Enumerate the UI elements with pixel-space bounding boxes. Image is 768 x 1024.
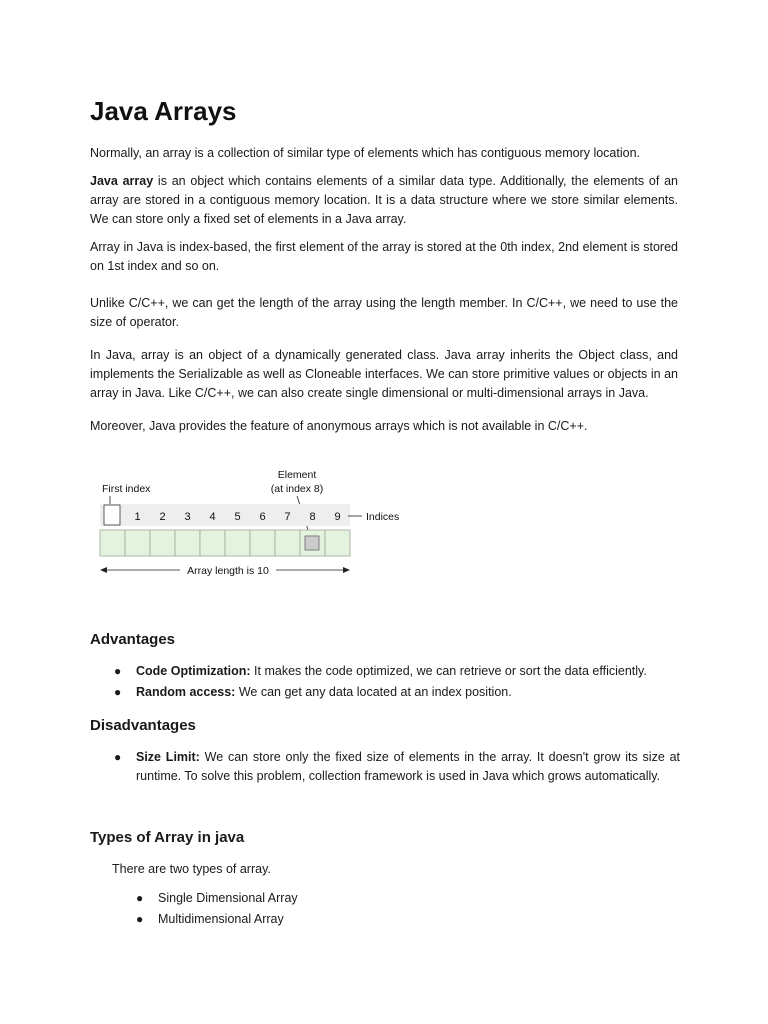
array-cell-1 <box>125 530 150 556</box>
array-cells <box>100 530 350 556</box>
index-based-paragraph: Array in Java is index-based, the first element of the array is stored at the 0th index, 2nd element is stored on 1st index and so on. <box>90 240 678 273</box>
page-title: Java Arrays <box>90 96 237 126</box>
bullet-icon: ● <box>114 664 122 678</box>
index-label-8: 8 <box>309 511 316 523</box>
index-label-2: 2 <box>159 511 166 523</box>
advantage-term: Random access: <box>136 685 236 699</box>
array-cell-3 <box>175 530 200 556</box>
list-item <box>110 662 680 681</box>
highlighted-element <box>305 536 319 550</box>
list-item <box>110 748 680 786</box>
dynamic-class-paragraph: In Java, array is an object of a dynamically generated class. Java array inherits the Object class, and implements the Serializable as well as Cloneable interfaces. We can store primitive values or objects in an array in Java. Like C/C++, we can also create single dimensional or multi-dimensional arrays in Java. <box>90 348 678 400</box>
type-item-text: Multidimensional Array <box>158 912 284 926</box>
bullet-icon: ● <box>114 685 122 699</box>
array-cell-7 <box>275 530 300 556</box>
indices-label: Indices <box>366 511 400 523</box>
first-index-box <box>104 505 120 525</box>
bullet-icon: ● <box>114 750 122 764</box>
advantages-heading: Advantages <box>90 631 176 648</box>
array-length-label: Array length is 10 <box>187 565 269 577</box>
advantage-text: It makes the code optimized, we can retrieve or sort the data efficiently. <box>250 664 647 678</box>
array-cell-9 <box>325 530 350 556</box>
advantage-text: We can get any data located at an index position. <box>235 685 512 699</box>
list-item <box>132 910 702 929</box>
list-item <box>110 683 680 702</box>
index-label-9: 9 <box>334 511 341 523</box>
advantage-term: Code Optimization: <box>136 664 251 678</box>
disadvantage-text: We can store only the fixed size of elements in the array. It doesn't grow its size at runtime. To solve this problem, collection framework is used in Java which grows automatically. <box>136 750 680 783</box>
element-label-line2: (at index 8) <box>270 483 324 495</box>
length-arrow-right-head <box>343 567 350 573</box>
array-diagram-svg <box>94 462 414 586</box>
intro-paragraph: Normally, an array is a collection of similar type of elements which has contiguous memory location. <box>90 146 640 160</box>
bullet-icon: ● <box>136 891 144 905</box>
index-label-1: 1 <box>134 511 141 523</box>
anonymous-arrays-paragraph: Moreover, Java provides the feature of anonymous arrays which is not available in C/C++. <box>90 419 588 433</box>
element-label-line1: Element <box>277 469 317 481</box>
java-array-definition-text: is an object which contains elements of a similar data type. Additionally, the elements of an array are stored in a contiguous memory location. It is a data structure where we store similar elements. We can store only a fixed set of elements in a Java array. <box>90 174 678 226</box>
disadvantage-term: Size Limit: <box>136 750 200 764</box>
types-intro: There are two types of array. <box>112 862 271 876</box>
types-list <box>132 889 702 929</box>
index-label-7: 7 <box>284 511 291 523</box>
first-index-label: First index <box>102 483 151 495</box>
advantages-list <box>110 662 680 702</box>
array-cell-5 <box>225 530 250 556</box>
java-array-term: Java array <box>90 174 154 188</box>
length-member-paragraph: Unlike C/C++, we can get the length of the array using the length member. In C/C++, we need to use the size of operator. <box>90 296 678 329</box>
types-heading: Types of Array in java <box>90 829 245 846</box>
type-item-text: Single Dimensional Array <box>158 891 298 905</box>
bullet-icon: ● <box>136 912 144 926</box>
disadvantages-list <box>110 748 680 786</box>
index-label-6: 6 <box>259 511 266 523</box>
list-item <box>132 889 702 908</box>
array-diagram <box>94 462 414 591</box>
array-cell-4 <box>200 530 225 556</box>
index-label-4: 4 <box>209 511 216 523</box>
length-arrow-left-head <box>100 567 107 573</box>
array-cell-6 <box>250 530 275 556</box>
array-cell-2 <box>150 530 175 556</box>
array-cell-0 <box>100 530 125 556</box>
disadvantages-heading: Disadvantages <box>90 717 196 734</box>
index-label-3: 3 <box>184 511 191 523</box>
java-array-definition-paragraph <box>90 172 678 229</box>
index-label-5: 5 <box>234 511 241 523</box>
